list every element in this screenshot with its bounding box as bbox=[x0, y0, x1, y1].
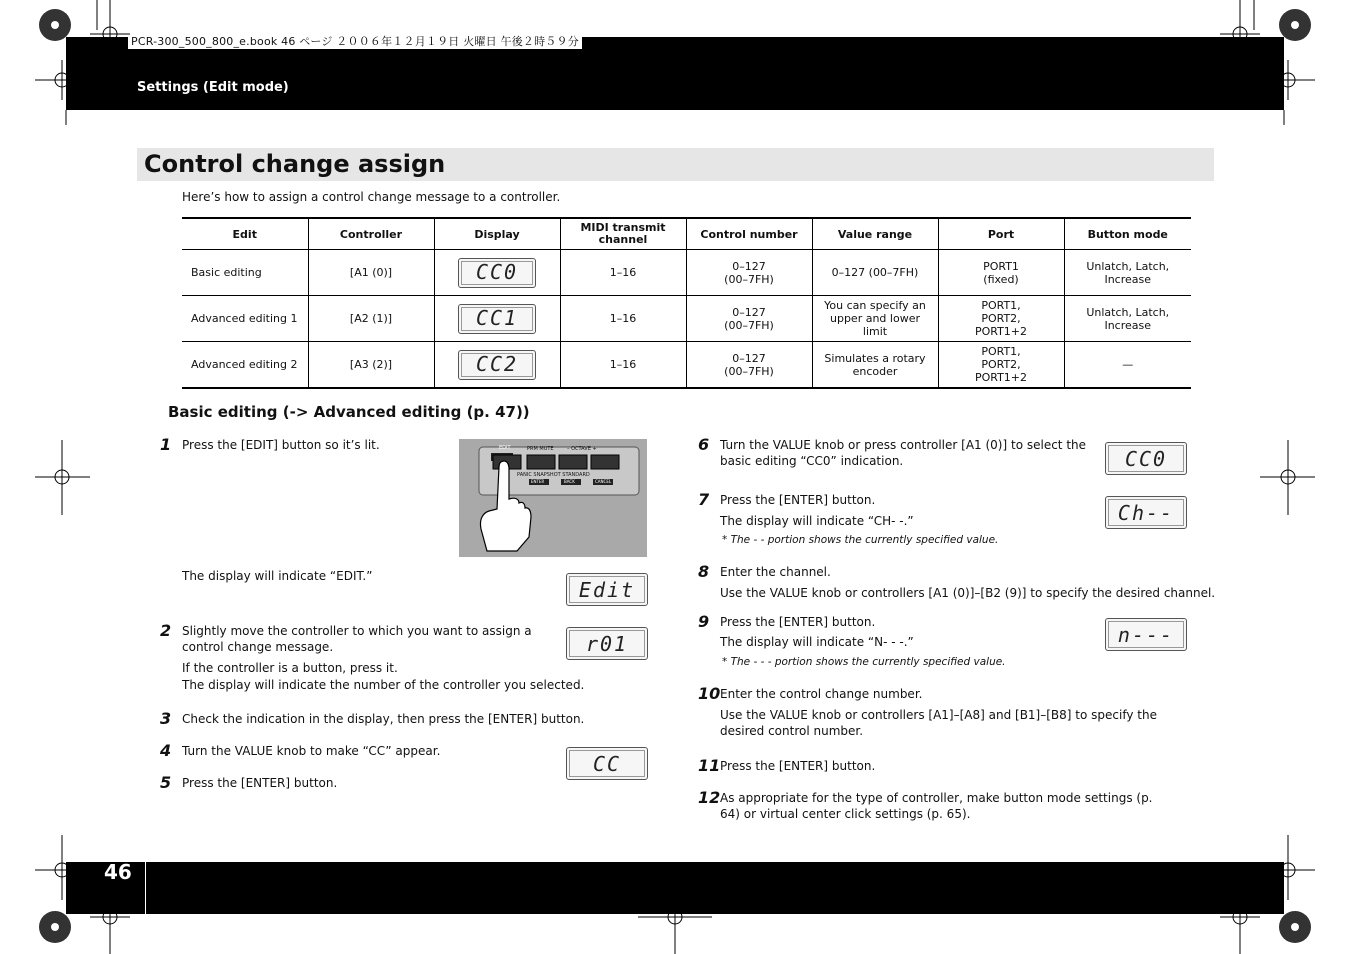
lcd-text: CC2 bbox=[461, 353, 533, 377]
port-line: PORT1+2 bbox=[974, 325, 1028, 338]
lcd-display bbox=[458, 258, 536, 288]
step-text: Check the indication in the display, then press the [ENTER] button. bbox=[182, 712, 585, 726]
mode-line: Unlatch, Latch, bbox=[1086, 305, 1170, 319]
step-number: 10 bbox=[698, 684, 721, 703]
range-line: You can specify an bbox=[824, 299, 926, 312]
lcd-text: CC1 bbox=[461, 307, 533, 331]
step-text: Press the [EDIT] button so it’s lit. bbox=[182, 438, 380, 452]
cell-cc bbox=[686, 296, 812, 342]
step-text: Turn the VALUE knob to make “CC” appear. bbox=[182, 744, 441, 758]
port-line: PORT1+2 bbox=[974, 371, 1028, 384]
lcd-display bbox=[566, 573, 648, 606]
port-line: PORT1, bbox=[981, 345, 1021, 358]
range-line: 0–127 (00–7FH) bbox=[831, 266, 919, 279]
step-number: 9 bbox=[698, 612, 710, 631]
lcd-text: Ch-- bbox=[1108, 499, 1184, 526]
note-text: * The - - portion shows the currently specified value. bbox=[722, 534, 999, 546]
page-number: 46 bbox=[104, 860, 132, 884]
step-number: 2 bbox=[160, 621, 172, 640]
step-text: If the controller is a button, press it. bbox=[182, 661, 398, 675]
cc-line: 0–127 bbox=[732, 259, 766, 273]
cell-range bbox=[812, 250, 938, 296]
cell-cc bbox=[686, 250, 812, 296]
cell-display bbox=[434, 296, 560, 342]
step-text: Press the [ENTER] button. bbox=[182, 776, 338, 790]
col-header: Display bbox=[434, 218, 560, 250]
photo-label-edit: EDIT bbox=[499, 445, 511, 451]
step-text: Press the [ENTER] button. bbox=[720, 493, 876, 507]
step-number: 4 bbox=[160, 741, 172, 760]
lcd-text: r01 bbox=[569, 630, 645, 657]
lcd-display bbox=[458, 304, 536, 334]
button-photo bbox=[459, 439, 647, 557]
cell-edit: Basic editing bbox=[182, 250, 308, 296]
cell-edit: Advanced editing 2 bbox=[182, 342, 308, 389]
photo-label-prm-mute: PRM MUTE bbox=[527, 446, 554, 452]
mode-line: Increase bbox=[1104, 318, 1152, 332]
port-line: PORT2, bbox=[981, 358, 1021, 371]
lcd-display bbox=[1105, 442, 1187, 475]
cc-line: (00–7FH) bbox=[724, 364, 774, 378]
range-line: upper and lower limit bbox=[830, 312, 920, 338]
cell-channel: 1–16 bbox=[560, 342, 686, 389]
cell-port bbox=[938, 342, 1064, 389]
range-line: Simulates a rotary bbox=[824, 351, 926, 365]
step-text: Enter the control change number. bbox=[720, 687, 923, 701]
lcd-display bbox=[1105, 496, 1187, 529]
lcd-text: CC0 bbox=[461, 261, 533, 285]
step-number: 5 bbox=[160, 773, 172, 792]
step-number: 3 bbox=[160, 709, 172, 728]
cc-line: 0–127 bbox=[732, 305, 766, 319]
step-text: The display will indicate the number of the controller you selected. bbox=[182, 678, 585, 692]
lcd-text: n--- bbox=[1108, 621, 1184, 648]
mode-line: Unlatch, Latch, bbox=[1086, 259, 1170, 273]
port-line: (fixed) bbox=[983, 272, 1019, 286]
mode-line: Increase bbox=[1104, 272, 1152, 286]
table-row bbox=[182, 250, 1191, 296]
lcd-display bbox=[458, 350, 536, 380]
cell-range bbox=[812, 296, 938, 342]
cell-display bbox=[434, 342, 560, 389]
port-line: PORT1 bbox=[983, 259, 1019, 273]
col-header: Controller bbox=[308, 218, 434, 250]
cell-controller: [A3 (2)] bbox=[308, 342, 434, 389]
step-text: The display will indicate “CH- -.” bbox=[720, 514, 914, 528]
table-row bbox=[182, 342, 1191, 389]
photo-label-octave: – OCTAVE + bbox=[567, 446, 597, 452]
col-header: Button mode bbox=[1064, 218, 1191, 250]
cell-range bbox=[812, 342, 938, 389]
step-text: Enter the channel. bbox=[720, 565, 831, 579]
lcd-text: CC0 bbox=[1108, 445, 1184, 472]
step-text: Use the VALUE knob or controllers [A1]–[A8] and [B1]–[B8] to specify the desired control number. bbox=[720, 708, 1157, 738]
mode-line: — bbox=[1122, 358, 1134, 371]
cell-port bbox=[938, 250, 1064, 296]
photo-label-snapshot: PANIC SNAPSHOT STANDARD bbox=[517, 472, 590, 478]
section-header: Settings (Edit mode) bbox=[137, 80, 289, 95]
step-number: 11 bbox=[698, 756, 721, 775]
photo-label-enter: ENTER bbox=[531, 479, 545, 484]
step-text: Turn the VALUE knob or press controller [A1 (0)] to select the basic editing “CC0” indication. bbox=[720, 438, 1087, 468]
step-text: Press the [ENTER] button. bbox=[720, 759, 876, 773]
footer-divider bbox=[145, 862, 146, 914]
intro-text: Here’s how to assign a control change message to a controller. bbox=[182, 190, 561, 204]
step-number: 12 bbox=[698, 788, 721, 807]
range-line: encoder bbox=[852, 364, 898, 378]
port-line: PORT2, bbox=[981, 312, 1021, 325]
cc-table bbox=[182, 217, 1191, 389]
cc-line: 0–127 bbox=[732, 351, 766, 365]
cc-line: (00–7FH) bbox=[724, 272, 774, 286]
cell-cc bbox=[686, 342, 812, 389]
step-text: The display will indicate “EDIT.” bbox=[182, 569, 373, 583]
cell-controller: [A2 (1)] bbox=[308, 296, 434, 342]
step-number: 7 bbox=[698, 490, 710, 509]
col-header: Control number bbox=[686, 218, 812, 250]
cell-port bbox=[938, 296, 1064, 342]
cell-channel: 1–16 bbox=[560, 296, 686, 342]
hand-pressing-edit-icon bbox=[459, 439, 647, 557]
cell-controller: [A1 (0)] bbox=[308, 250, 434, 296]
photo-label-cancel: CANCEL bbox=[595, 479, 612, 484]
step-text: As appropriate for the type of controller, make button mode settings (p. 64) or virtual center click settings (p. 65). bbox=[720, 791, 1153, 821]
lcd-text: CC bbox=[569, 750, 645, 777]
photo-label-back: BACK bbox=[564, 479, 575, 484]
col-header: Port bbox=[938, 218, 1064, 250]
cell-mode bbox=[1064, 250, 1191, 296]
lcd-display bbox=[566, 747, 648, 780]
cell-mode bbox=[1064, 342, 1191, 389]
step-text: Use the VALUE knob or controllers [A1 (0)]–[B2 (9)] to specify the desired channel. bbox=[720, 586, 1216, 600]
cell-channel: 1–16 bbox=[560, 250, 686, 296]
step-text: Slightly move the controller to which you want to assign a control change message. bbox=[182, 624, 532, 654]
step-number: 8 bbox=[698, 562, 710, 581]
table-header-row bbox=[182, 218, 1191, 250]
cell-edit: Advanced editing 1 bbox=[182, 296, 308, 342]
step-number: 1 bbox=[160, 435, 172, 454]
table-row bbox=[182, 296, 1191, 342]
col-header: Value range bbox=[812, 218, 938, 250]
col-header: Edit bbox=[182, 218, 308, 250]
port-line: PORT1, bbox=[981, 299, 1021, 312]
file-header: PCR-300_500_800_e.book 46 ページ ２００６年１２月１９日 火曜日 午後２時５９分 bbox=[128, 33, 582, 49]
note-text: * The - - - portion shows the currently specified value. bbox=[722, 656, 1006, 668]
step-text: Press the [ENTER] button. bbox=[720, 615, 876, 629]
lcd-text: Edit bbox=[569, 576, 645, 603]
lcd-display bbox=[1105, 618, 1187, 651]
page-title: Control change assign bbox=[144, 150, 446, 178]
lcd-display bbox=[566, 627, 648, 660]
cell-mode bbox=[1064, 296, 1191, 342]
footer-bar bbox=[66, 862, 1284, 914]
step-number: 6 bbox=[698, 435, 710, 454]
step-text: The display will indicate “N- - -.” bbox=[720, 635, 914, 649]
col-header: MIDI transmit channel bbox=[560, 218, 686, 250]
cell-display bbox=[434, 250, 560, 296]
cc-line: (00–7FH) bbox=[724, 318, 774, 332]
subheading: Basic editing (-> Advanced editing (p. 47)) bbox=[168, 403, 530, 421]
